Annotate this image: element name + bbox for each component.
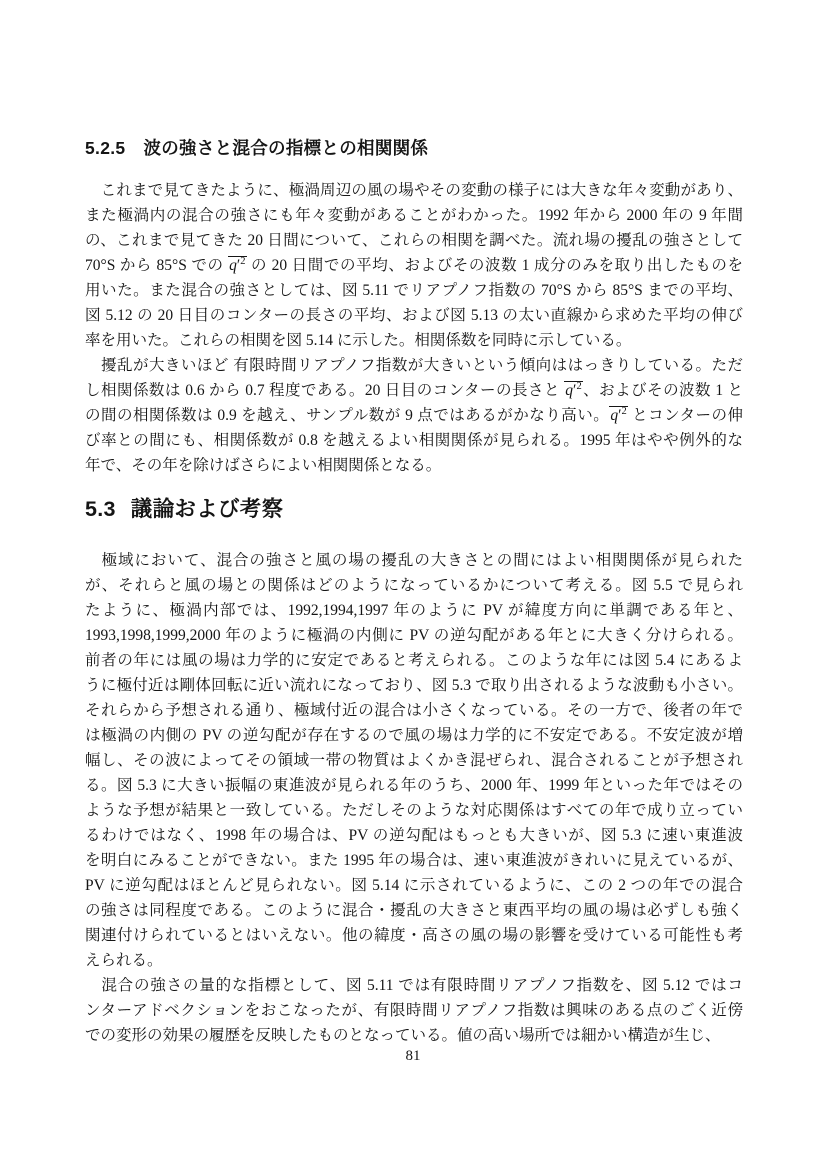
section-number: 5.3 xyxy=(85,497,116,521)
text-line: し相関係数は 0.6 から 0.7 程度である。20 日目のコンターの長さと $q'^2$、およびその波数 1 と xyxy=(85,380,743,399)
text-line: び率との間にも、相関係数が 0.8 を越えるよい相関関係が見られる。1995 年はやや例外的な xyxy=(85,432,743,449)
text-line: が、それらと風の場との関係はどのようになっているかについて考える。図 5.5 で見られ xyxy=(85,577,743,594)
text-line: る。図 5.3 に大きい振幅の東進波が見られる年のうち、2000 年、1999 年といった年ではその xyxy=(85,777,743,794)
text-line: これまで見てきたように、極渦周辺の風の場やその変動の様子には大きな年々変動があり、 xyxy=(85,182,743,199)
text-line: 関連付けられているとはいえない。他の緯度・高さの風の場の影響を受けている可能性も考 xyxy=(85,927,743,944)
subsection-number: 5.2.5 xyxy=(85,138,126,158)
subsection-heading xyxy=(85,136,743,161)
text-line: は極渦の内側の PV の逆勾配が存在するので風の場は力学的に不安定である。不安定波が増 xyxy=(85,727,743,744)
subsection-title: 波の強さと混合の指標との相関関係 xyxy=(143,138,429,158)
text-line: ンターアドベクションをおこなったが、有限時間リアプノフ指数は興味のある点のごく近傍 xyxy=(85,1002,743,1019)
text-line: を明白にみることができない。また 1995 年の場合は、速い東進波がきれいに見えているが、 xyxy=(85,852,743,869)
math-overline-q-prime-squared: $q'^2$ xyxy=(610,405,627,424)
text-line: また極渦内の混合の強さにも年々変動があることがわかった。1992 年から 2000 年の 9 年間 xyxy=(85,207,743,224)
text-line: 混合の強さの量的な指標として、図 5.11 では有限時間リアプノフ指数を、図 5.12 ではコ xyxy=(85,977,743,994)
text-line: るわけではなく、1998 年の場合は、PV の逆勾配はもっとも大きいが、図 5.3 に速い東進波 xyxy=(85,827,743,844)
section-body xyxy=(85,548,743,1048)
text-line: 70°S から 85°S での $q'^2$ の 20 日間での平均、およびその波数 1 成分のみを取り出したものを xyxy=(85,255,743,274)
text-line: PV に逆勾配はほとんど見られない。図 5.14 に示されているように、この 2 つの年での混合 xyxy=(85,877,743,894)
text-line: 率を用いた。これらの相関を図 5.14 に示した。相関係数を同時に示している。 xyxy=(85,332,632,349)
text-line: 極域において、混合の強さと風の場の擾乱の大きさとの間にはよい相関関係が見られた xyxy=(85,552,743,569)
text-line: 幅し、その波によってその領域一帯の物質はよくかき混ぜられ、混合されることが予想され xyxy=(85,752,743,769)
math-overline-q-prime-squared: $q'^2$ xyxy=(229,255,246,274)
text-line: の間の相関係数は 0.9 を越え、サンプル数が 9 点ではあるがかなり高い。$q'^2$ とコンターの伸 xyxy=(85,405,743,424)
text-line: 1993,1998,1999,2000 年のように極渦の内側に PV の逆勾配がある年とに大きく分けられる。 xyxy=(85,627,743,644)
text-line: の強さは同程度である。このように混合・擾乱の大きさと東西平均の風の場は必ずしも強く xyxy=(85,902,743,919)
text-line: ような予想が結果と一致している。ただしそのような対応関係はすべての年で成り立ってい xyxy=(85,802,743,819)
paragraph xyxy=(85,548,743,973)
text-line: 用いた。また混合の強さとしては、図 5.11 でリアプノフ指数の 70°S から 85°S までの平均、 xyxy=(85,282,743,299)
text-line: えられる。 xyxy=(85,952,163,969)
text-line: たように、極渦内部では、1992,1994,1997 年のように PV が緯度方向に単調である年と、 xyxy=(85,602,743,619)
section-heading xyxy=(85,495,743,524)
page-number: 81 xyxy=(405,1048,421,1064)
text-line: での変形の効果の履歴を反映したものとなっている。値の高い場所では細かい構造が生じ、 xyxy=(85,1027,721,1044)
paragraph xyxy=(85,178,743,353)
text-line: うに極付近は剛体回転に近い流れになっており、図 5.3 で取り出されるような波動も小さい。 xyxy=(85,677,743,694)
text-line: 図 5.12 の 20 日目のコンターの長さの平均、および図 5.13 の太い直線から求めた平均の伸び xyxy=(85,307,743,324)
text-line: 前者の年には風の場は力学的に安定であると考えられる。このような年には図 5.4 にあるよ xyxy=(85,652,743,669)
text-line: 擾乱が大きいほど 有限時間リアプノフ指数が大きいという傾向ははっきりしている。ただ xyxy=(85,357,743,374)
text-line: の、これまで見てきた 20 日間について、これらの相関を調べた。流れ場の擾乱の強さとして xyxy=(85,232,743,249)
paragraph xyxy=(85,353,743,478)
subsection-body xyxy=(85,178,743,478)
text-line: それらから予想される通り、極域付近の混合は小さくなっている。その一方で、後者の年で xyxy=(85,702,743,719)
math-overline-q-prime-squared: $q'^2$ xyxy=(565,380,582,399)
paragraph xyxy=(85,973,743,1048)
section-title: 議論および考察 xyxy=(130,497,284,521)
text-line: 年で、その年を除けばさらによい相関関係となる。 xyxy=(85,457,442,474)
page-content xyxy=(85,136,743,1048)
